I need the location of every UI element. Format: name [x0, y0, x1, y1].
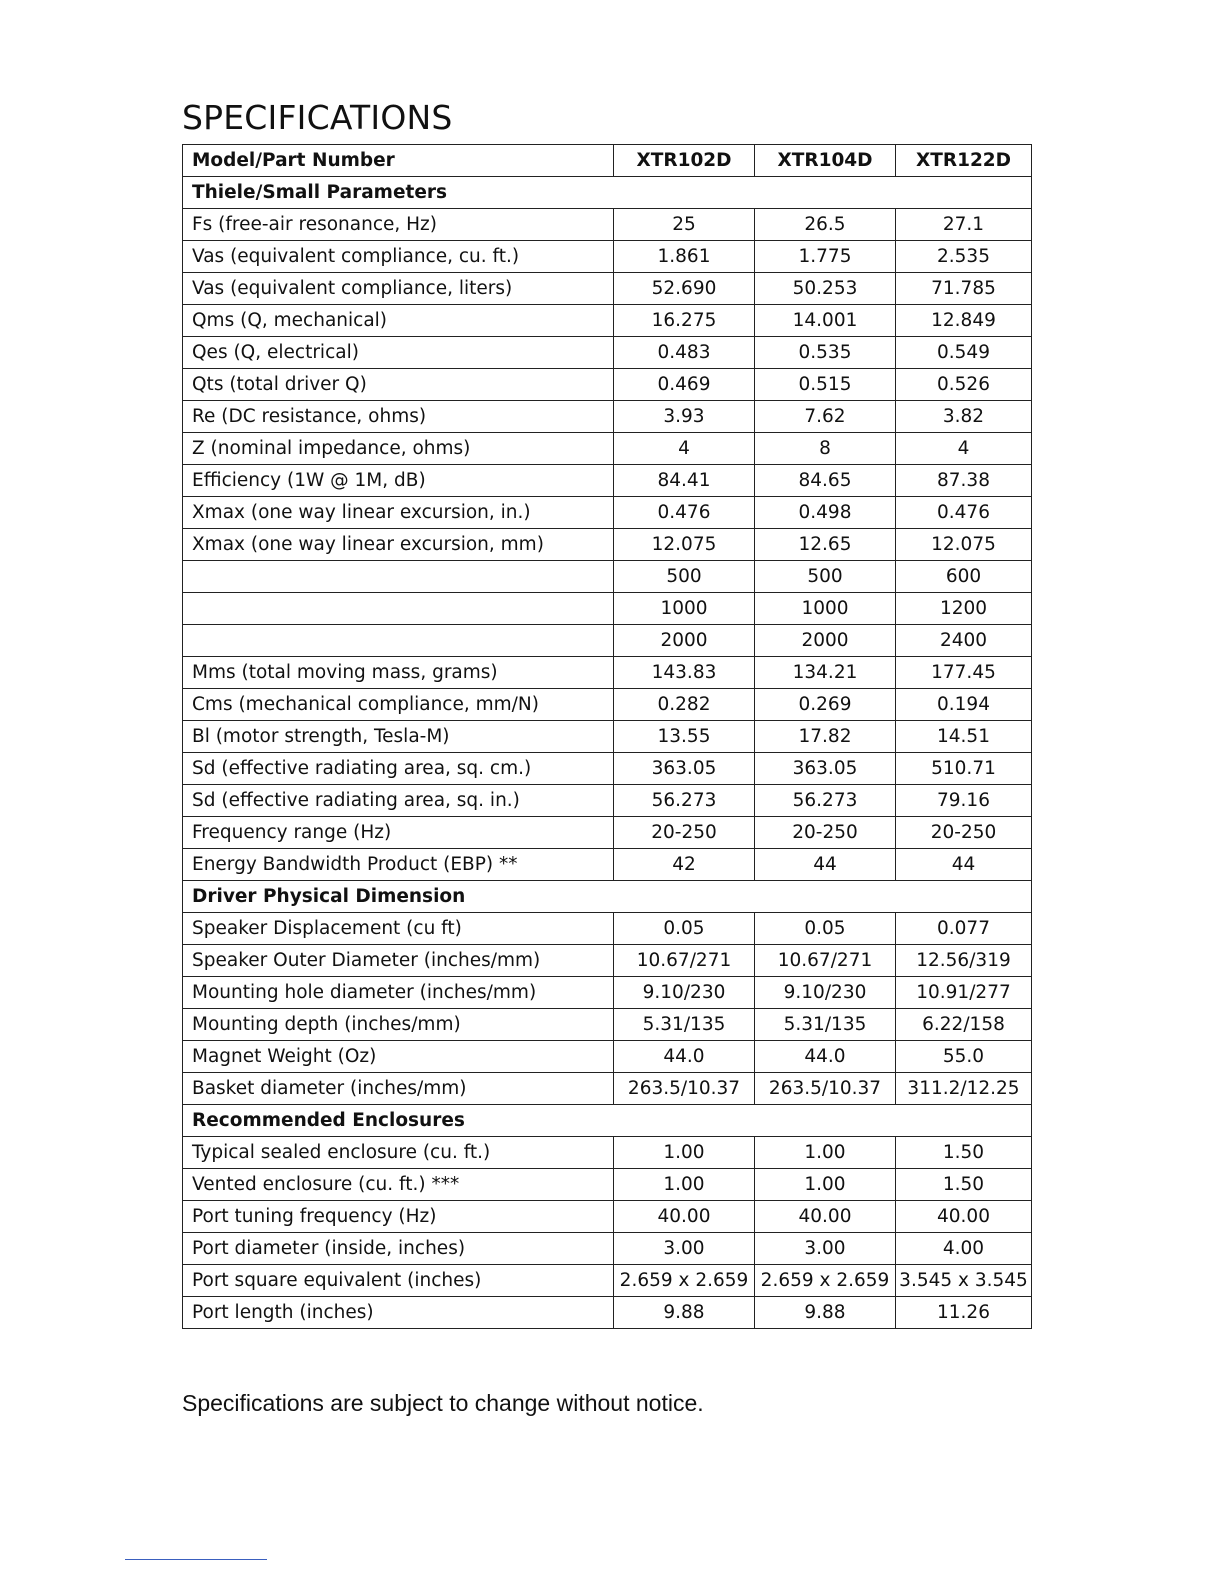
value-cell-xtr122d: 2400 [896, 625, 1032, 657]
value-cell-xtr102d: 0.05 [614, 913, 755, 945]
value-cell-xtr104d: 363.05 [755, 753, 896, 785]
value-cell-xtr122d: 55.0 [896, 1041, 1032, 1073]
value-cell-xtr104d: 12.65 [755, 529, 896, 561]
row-label: Xmax (one way linear excursion, mm) [183, 529, 614, 561]
value-cell-xtr122d: 87.38 [896, 465, 1032, 497]
section-row-driver-physical-dimension [183, 881, 1032, 913]
row-label: Port tuning frequency (Hz) [183, 1201, 614, 1233]
value-cell-xtr102d: 263.5/10.37 [614, 1073, 755, 1105]
table-row [183, 913, 1032, 945]
value-cell-xtr104d: 2.659 x 2.659 [755, 1265, 896, 1297]
value-cell-xtr104d: 0.05 [755, 913, 896, 945]
value-cell-xtr104d: 9.10/230 [755, 977, 896, 1009]
table-row [183, 945, 1032, 977]
table-row [183, 1137, 1032, 1169]
value-cell-xtr102d: 84.41 [614, 465, 755, 497]
table-row [183, 1041, 1032, 1073]
row-label: Qes (Q, electrical) [183, 337, 614, 369]
table-row [183, 465, 1032, 497]
value-cell-xtr104d: 0.535 [755, 337, 896, 369]
table-row [183, 625, 1032, 657]
table-row [183, 817, 1032, 849]
model-xtr104d-header: XTR104D [755, 145, 896, 177]
table-row [183, 721, 1032, 753]
row-label [183, 561, 614, 593]
value-cell-xtr102d: 9.88 [614, 1297, 755, 1329]
row-label: Energy Bandwidth Product (EBP) ** [183, 849, 614, 881]
table-row [183, 785, 1032, 817]
value-cell-xtr102d: 2000 [614, 625, 755, 657]
value-cell-xtr122d: 27.1 [896, 209, 1032, 241]
value-cell-xtr104d: 44 [755, 849, 896, 881]
value-cell-xtr102d: 143.83 [614, 657, 755, 689]
value-cell-xtr102d: 56.273 [614, 785, 755, 817]
value-cell-xtr122d: 1.50 [896, 1169, 1032, 1201]
value-cell-xtr122d: 1.50 [896, 1137, 1032, 1169]
value-cell-xtr104d: 500 [755, 561, 896, 593]
value-cell-xtr104d: 7.62 [755, 401, 896, 433]
value-cell-xtr102d: 40.00 [614, 1201, 755, 1233]
table-row [183, 1297, 1032, 1329]
value-cell-xtr122d: 10.91/277 [896, 977, 1032, 1009]
value-cell-xtr102d: 12.075 [614, 529, 755, 561]
value-cell-xtr122d: 12.075 [896, 529, 1032, 561]
row-label: Mounting depth (inches/mm) [183, 1009, 614, 1041]
table-row [183, 849, 1032, 881]
value-cell-xtr102d: 1000 [614, 593, 755, 625]
value-cell-xtr104d: 9.88 [755, 1297, 896, 1329]
row-label: Magnet Weight (Oz) [183, 1041, 614, 1073]
value-cell-xtr102d: 1.00 [614, 1137, 755, 1169]
table-row [183, 209, 1032, 241]
section-heading: Recommended Enclosures [183, 1105, 1032, 1137]
table-row [183, 401, 1032, 433]
row-label: Re (DC resistance, ohms) [183, 401, 614, 433]
table-row [183, 433, 1032, 465]
value-cell-xtr102d: 500 [614, 561, 755, 593]
value-cell-xtr122d: 79.16 [896, 785, 1032, 817]
value-cell-xtr102d: 10.67/271 [614, 945, 755, 977]
table-row [183, 1009, 1032, 1041]
value-cell-xtr104d: 263.5/10.37 [755, 1073, 896, 1105]
value-cell-xtr122d: 3.545 x 3.545 [896, 1265, 1032, 1297]
row-label: Sd (effective radiating area, sq. cm.) [183, 753, 614, 785]
row-label [183, 593, 614, 625]
value-cell-xtr102d: 363.05 [614, 753, 755, 785]
row-label: Speaker Displacement (cu ft) [183, 913, 614, 945]
value-cell-xtr104d: 5.31/135 [755, 1009, 896, 1041]
row-label: Mounting hole diameter (inches/mm) [183, 977, 614, 1009]
value-cell-xtr104d: 40.00 [755, 1201, 896, 1233]
value-cell-xtr102d: 0.469 [614, 369, 755, 401]
value-cell-xtr102d: 9.10/230 [614, 977, 755, 1009]
table-row [183, 593, 1032, 625]
table-header-row [183, 145, 1032, 177]
table-row [183, 241, 1032, 273]
value-cell-xtr122d: 0.194 [896, 689, 1032, 721]
value-cell-xtr102d: 0.476 [614, 497, 755, 529]
value-cell-xtr104d: 0.498 [755, 497, 896, 529]
row-label: Vented enclosure (cu. ft.) *** [183, 1169, 614, 1201]
value-cell-xtr104d: 0.515 [755, 369, 896, 401]
row-label: Typical sealed enclosure (cu. ft.) [183, 1137, 614, 1169]
model-xtr122d-header: XTR122D [896, 145, 1032, 177]
page-title: SPECIFICATIONS [182, 98, 453, 137]
value-cell-xtr104d: 26.5 [755, 209, 896, 241]
value-cell-xtr102d: 42 [614, 849, 755, 881]
value-cell-xtr102d: 1.00 [614, 1169, 755, 1201]
table-row [183, 657, 1032, 689]
row-label [183, 625, 614, 657]
value-cell-xtr122d: 0.526 [896, 369, 1032, 401]
value-cell-xtr102d: 5.31/135 [614, 1009, 755, 1041]
value-cell-xtr104d: 84.65 [755, 465, 896, 497]
disclaimer-note: Specifications are subject to change without notice. [182, 1390, 704, 1416]
value-cell-xtr122d: 3.82 [896, 401, 1032, 433]
value-cell-xtr122d: 0.077 [896, 913, 1032, 945]
footer-divider [125, 1559, 267, 1560]
value-cell-xtr122d: 11.26 [896, 1297, 1032, 1329]
row-label: Efficiency (1W @ 1M, dB) [183, 465, 614, 497]
row-label: Z (nominal impedance, ohms) [183, 433, 614, 465]
value-cell-xtr122d: 2.535 [896, 241, 1032, 273]
model-xtr102d-header: XTR102D [614, 145, 755, 177]
header-label-cell: Model/Part Number [183, 145, 614, 177]
table-row [183, 529, 1032, 561]
value-cell-xtr102d: 13.55 [614, 721, 755, 753]
value-cell-xtr122d: 20-250 [896, 817, 1032, 849]
row-label: Fs (free-air resonance, Hz) [183, 209, 614, 241]
row-label: Vas (equivalent compliance, liters) [183, 273, 614, 305]
row-label: Basket diameter (inches/mm) [183, 1073, 614, 1105]
table-row [183, 305, 1032, 337]
value-cell-xtr102d: 20-250 [614, 817, 755, 849]
value-cell-xtr104d: 2000 [755, 625, 896, 657]
value-cell-xtr104d: 50.253 [755, 273, 896, 305]
value-cell-xtr102d: 1.861 [614, 241, 755, 273]
section-row-recommended-enclosures [183, 1105, 1032, 1137]
value-cell-xtr102d: 3.00 [614, 1233, 755, 1265]
value-cell-xtr104d: 14.001 [755, 305, 896, 337]
table-row [183, 1265, 1032, 1297]
value-cell-xtr104d: 20-250 [755, 817, 896, 849]
value-cell-xtr102d: 4 [614, 433, 755, 465]
value-cell-xtr104d: 1.00 [755, 1169, 896, 1201]
value-cell-xtr104d: 1.00 [755, 1137, 896, 1169]
value-cell-xtr102d: 44.0 [614, 1041, 755, 1073]
value-cell-xtr122d: 0.476 [896, 497, 1032, 529]
table-row [183, 977, 1032, 1009]
table-row [183, 273, 1032, 305]
value-cell-xtr122d: 71.785 [896, 273, 1032, 305]
value-cell-xtr102d: 0.483 [614, 337, 755, 369]
table-row [183, 337, 1032, 369]
table-row [183, 1169, 1032, 1201]
row-label: Qms (Q, mechanical) [183, 305, 614, 337]
value-cell-xtr102d: 16.275 [614, 305, 755, 337]
specifications-table-body [183, 145, 1032, 1329]
value-cell-xtr102d: 3.93 [614, 401, 755, 433]
table-row [183, 497, 1032, 529]
value-cell-xtr104d: 1000 [755, 593, 896, 625]
row-label: Frequency range (Hz) [183, 817, 614, 849]
value-cell-xtr122d: 510.71 [896, 753, 1032, 785]
value-cell-xtr104d: 17.82 [755, 721, 896, 753]
row-label: Sd (effective radiating area, sq. in.) [183, 785, 614, 817]
value-cell-xtr104d: 134.21 [755, 657, 896, 689]
value-cell-xtr104d: 56.273 [755, 785, 896, 817]
value-cell-xtr102d: 0.282 [614, 689, 755, 721]
row-label: Port diameter (inside, inches) [183, 1233, 614, 1265]
table-row [183, 369, 1032, 401]
value-cell-xtr122d: 0.549 [896, 337, 1032, 369]
value-cell-xtr122d: 6.22/158 [896, 1009, 1032, 1041]
table-row [183, 753, 1032, 785]
value-cell-xtr122d: 12.56/319 [896, 945, 1032, 977]
value-cell-xtr122d: 12.849 [896, 305, 1032, 337]
value-cell-xtr122d: 4 [896, 433, 1032, 465]
value-cell-xtr104d: 3.00 [755, 1233, 896, 1265]
row-label: Cms (mechanical compliance, mm/N) [183, 689, 614, 721]
row-label: Bl (motor strength, Tesla-M) [183, 721, 614, 753]
row-label: Speaker Outer Diameter (inches/mm) [183, 945, 614, 977]
value-cell-xtr122d: 1200 [896, 593, 1032, 625]
value-cell-xtr102d: 2.659 x 2.659 [614, 1265, 755, 1297]
row-label: Port square equivalent (inches) [183, 1265, 614, 1297]
table-row [183, 1233, 1032, 1265]
value-cell-xtr102d: 52.690 [614, 273, 755, 305]
row-label: Vas (equivalent compliance, cu. ft.) [183, 241, 614, 273]
table-row [183, 1201, 1032, 1233]
value-cell-xtr104d: 1.775 [755, 241, 896, 273]
value-cell-xtr122d: 14.51 [896, 721, 1032, 753]
table-row [183, 561, 1032, 593]
section-heading: Driver Physical Dimension [183, 881, 1032, 913]
value-cell-xtr122d: 44 [896, 849, 1032, 881]
row-label: Mms (total moving mass, grams) [183, 657, 614, 689]
table-row [183, 1073, 1032, 1105]
value-cell-xtr122d: 40.00 [896, 1201, 1032, 1233]
specifications-table [182, 144, 1032, 1329]
value-cell-xtr102d: 25 [614, 209, 755, 241]
value-cell-xtr122d: 600 [896, 561, 1032, 593]
row-label: Xmax (one way linear excursion, in.) [183, 497, 614, 529]
value-cell-xtr104d: 44.0 [755, 1041, 896, 1073]
value-cell-xtr122d: 4.00 [896, 1233, 1032, 1265]
value-cell-xtr122d: 311.2/12.25 [896, 1073, 1032, 1105]
value-cell-xtr104d: 10.67/271 [755, 945, 896, 977]
table-row [183, 689, 1032, 721]
value-cell-xtr104d: 0.269 [755, 689, 896, 721]
row-label: Port length (inches) [183, 1297, 614, 1329]
value-cell-xtr104d: 8 [755, 433, 896, 465]
value-cell-xtr122d: 177.45 [896, 657, 1032, 689]
section-row-thiele-small-parameters [183, 177, 1032, 209]
section-heading: Thiele/Small Parameters [183, 177, 1032, 209]
row-label: Qts (total driver Q) [183, 369, 614, 401]
